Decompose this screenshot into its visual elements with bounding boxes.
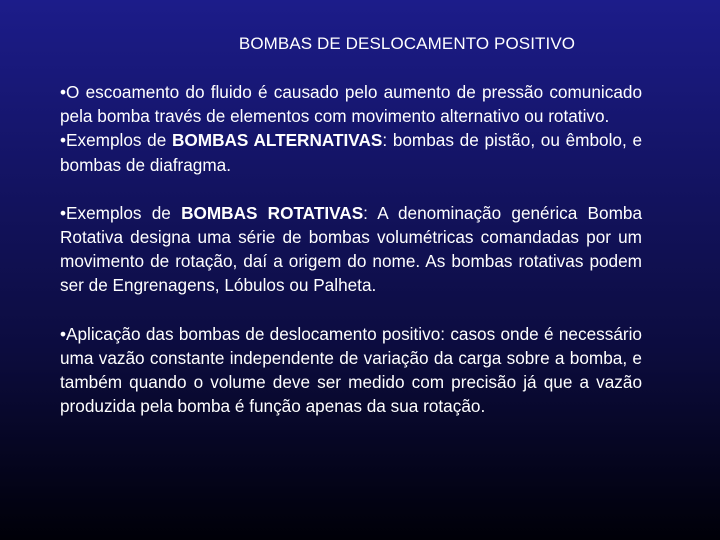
paragraph-alternative-suffix: : bombas de pistão, ou êmbolo, e bombas de diafragma. [60,130,643,175]
paragraph-flow-description: •O escoamento do fluido é causado pelo aumento de pressão comunicado pela bomba través de elementos com movimento alternativo ou rotativo. [60,82,642,127]
paragraph-spacer [60,298,642,322]
paragraph-alternative-pumps [60,128,642,176]
paragraph-application: •Aplicação das bombas de deslocamento positivo: casos onde é necessário uma vazão constante independente de variação da carga sobre a bomba, e também quando o volume deve ser medido com precisão já que a vazão produzida pela bomba é função apenas da sua rotação. [60,323,642,417]
rotary-pumps-emphasis: BOMBAS ROTATIVAS [181,202,364,223]
slide-title: BOMBAS DE DESLOCAMENTO POSITIVO [238,34,576,53]
paragraph-rotary-pumps [60,201,642,298]
slide-body [60,80,642,418]
paragraph-alternative-prefix: •Exemplos de [60,130,172,151]
alternative-pumps-emphasis: BOMBAS ALTERNATIVAS [172,130,383,151]
paragraph-spacer [60,177,642,201]
paragraph-rotary-prefix: •Exemplos de [60,202,182,223]
paragraph-rotary-suffix: : A denominação genérica Bomba Rotativa designa uma série de bombas volumétricas comandadas por um movimento de rotação, daí a origem do nome. As bombas rotativas podem ser de Engrenagens, Lóbulos ou Palheta. [60,202,642,296]
